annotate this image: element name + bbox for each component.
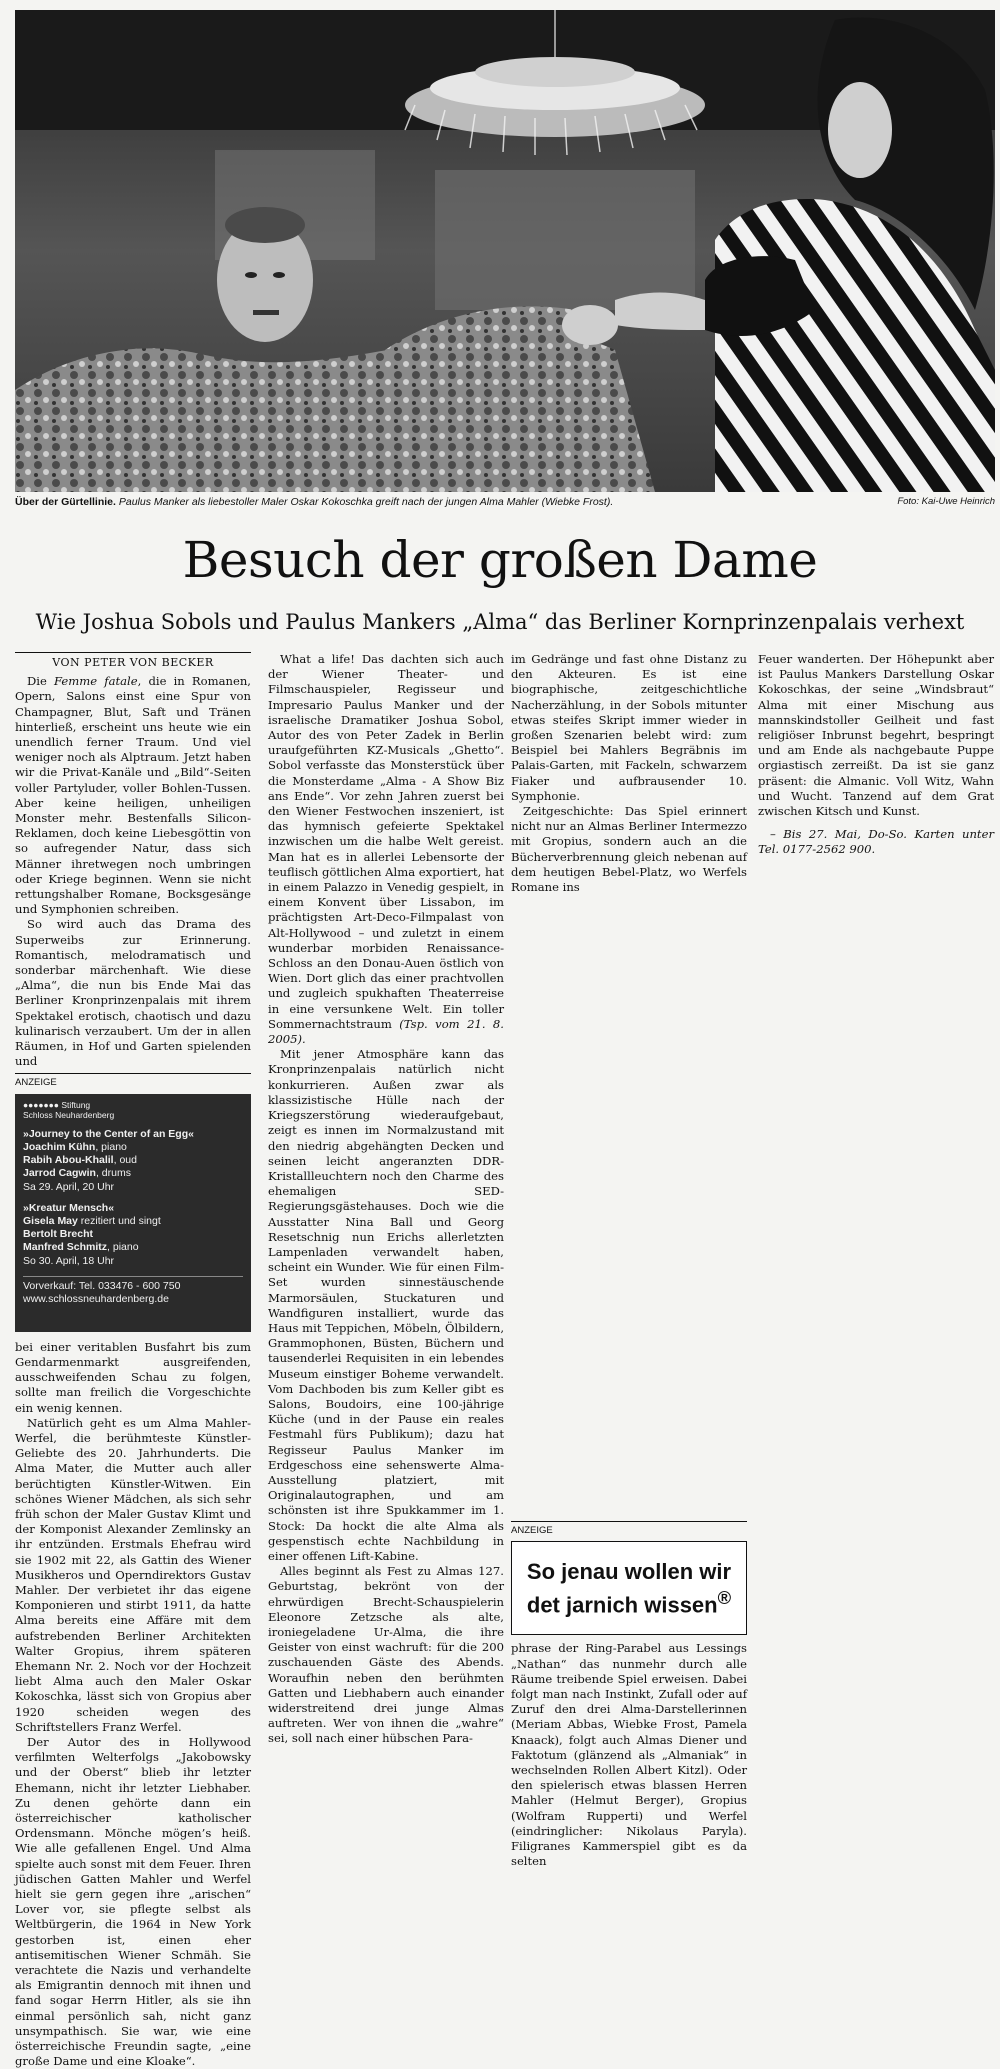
registered-mark-icon: ® bbox=[717, 1586, 732, 1608]
paragraph bbox=[15, 674, 251, 917]
text-run: Die bbox=[27, 674, 55, 689]
website-link[interactable]: www.schlossneuhardenberg.de bbox=[23, 1292, 169, 1305]
paragraph: Feuer wanderten. Der Höhepunkt aber ist Paulus Mankers Darstellung Oskar Kokoschkas, der seine „Windsbraut“ Alma mit einer Mischung aus mannskindstoller Geilheit und fast religiöser Inbrunst begehrt, bespringt und am Ende als nachgebaute Puppe orgiastisch zerreißt. Da ist sie ganz präsent: die Almanic. Voll Witz, Wahn und Wucht. Tanzend auf dem Grat zwischen Kitsch und Kunst. bbox=[758, 652, 994, 819]
text-run: , die in Romanen, Opern, Salons einst eine Spur von Champagner, Blut, Saft und Tränen hinterließ, erscheint uns heute wie ein unendlich ferner Traum. Und viel weniger noch als Alptraum. Jetzt haben wir die Privat-Kanäle und „Bild“-Seiten voller Partyluder, voller Bohlen-Tussen. Aber keine heiligen, unheiligen Monster mehr. Bestenfalls Silicon-Reklamen, doch keine Liebesgöttin von so aufregender Natur, dass sich Männer ihretwegen noch umbringen oder Kriege beginnen. Wenn sie nicht rettungshalber Romane, Bocksgesänge und Symphonien schreiben. bbox=[15, 674, 251, 917]
event-title: »Kreatur Mensch« bbox=[23, 1201, 115, 1214]
article-headline: Besuch der großen Dame bbox=[182, 531, 818, 589]
performer bbox=[23, 1215, 243, 1228]
advertisement-neuhardenberg[interactable] bbox=[15, 1094, 251, 1332]
performer bbox=[23, 1141, 243, 1154]
performer-role: , piano bbox=[95, 1140, 127, 1153]
caption-text: Paulus Manker als liebestoller Maler Oskar Kokoschka greift nach der jungen Alma Mahler (Wiebke Frost). bbox=[118, 496, 614, 508]
paragraph: phrase der Ring-Parabel aus Lessings „Nathan“ das nunmehr durch alle Räume treibende Spiel erweisen. Dabei folgt man nach Instinkt, Zufall oder auf Zuruf den drei Alma-Darstellerinnen (Meriam Abbas, Wiebke Frost, Pamela Knaack), folgt auch Almas Diener und Faktotum (glänzend als „Almaniak“ in wechselnden Rollen Albert Kitzl). Oder den spielerisch etwas blassen Herren Mahler (Helmut Berger), Gropius (Wolfram Rupperti) und Werfel (eindringlicher: Nikolaus Paryla). Filigranes Kammerspiel gibt es da selten bbox=[511, 1641, 747, 1869]
performer-name: Jarrod Cagwin bbox=[23, 1167, 96, 1180]
event-date: So 30. April, 18 Uhr bbox=[23, 1254, 115, 1267]
text-run: What a life! Das dachten sich auch der Wiener Theater- und Filmschauspieler, Regisseur und Impresario Paulus Manker und der israelische Dramatiker Joshua Sobol, Autor des von Peter Zadek in Berlin uraufgeführten KZ-Musicals „Ghetto“. Sobol verfasste das Monsterstück über die Monsterdame „Alma - A Show Biz ans Ende“. Vor zehn Jahren zuerst bei den Wiener Festwochen inszeniert, ist das hymnisch gefeierte Spektakel inzwischen um die halbe Welt gereist. Man hat es in allerlei Lebensorte der teuflisch göttlichen Alma exportiert, hat in einem Palazzo in Venedig gespielt, in einem Konvent über Lissabon, im prächtigsten Art-Deco-Filmpalast von Alt-Hollywood – und zuletzt in einem wunderbar morbiden Renaissance-Schloss an den Donau-Auen östlich von Wien. Dort glich das einer prachtvollen und zugleich spukhaften Theaterreise in eine versunkene Welt. Ein toller Sommernachtstraum bbox=[268, 652, 504, 1031]
performer-role: , piano bbox=[107, 1241, 139, 1254]
column-2 bbox=[268, 652, 504, 1747]
slogan-line: det jarnich wissen bbox=[526, 1592, 718, 1618]
ad-contact bbox=[23, 1276, 243, 1306]
performer bbox=[23, 1241, 243, 1254]
paragraph: im Gedränge und fast ohne Distanz zu den Akteuren. Es ist eine biographische, zeitgeschichtliche Nacherzählung, in der Sobols mitunter etwas steifes Skript immer wieder in großen Szenarien belebt wird: zum Beispiel bei Mahlers Begräbnis im Palais-Garten, mit Fackeln, schwarzem Fiaker und aufbrausender 10. Symphonie. bbox=[511, 652, 747, 803]
paragraph: Mit jener Atmosphäre kann das Kronprinzenpalais natürlich nicht konkurrieren. Außen zwar als klassizistische Hülle nach der Kriegszerstörung wiederaufgebaut, zeigt es innen im Normalzustand mit den niedrig abgehängten Decken und seinen leicht angeranzten DDR-Kristallleuchtern noch den Charme des ehemaligen SED-Regierungsgästehauses. Doch wie die Ausstatter Nina Ball und Georg Resetschnig nun Erichs allerletzten Lampenladen verwandelt haben, scheint ein Wunder. Wie für einen Film-Set wurden sinnestäuschende Marmorsäulen, Stuckaturen und Wandfiguren installiert, wurde das Haus mit Teppichen, Möbeln, Ölbildern, Grammophonen, Büsten, Büchern und tausenderlei Requisiten in ein lebendes Museum einstiger Boheme verwandelt. Vom Dachboden bis zum Keller gibt es Salons, Boudoirs, eine 100-jährige Küche (und in der Pause ein reales Festmahl fürs Publikum); dazu hat Regisseur Paulus Manker im Erdgeschoss eine sehenswerte Alma-Ausstellung platziert, mit Originalautographen, und am schönsten ist ihre Spukkammer im 1. Stock: Da hockt die alte Alma als gespenstisch echte Nachbildung in einer offenen Lift-Kabine. bbox=[268, 1047, 504, 1563]
performer-role: rezitiert und singt bbox=[77, 1214, 161, 1227]
ad-organisation bbox=[23, 1100, 243, 1120]
event-title: »Journey to the Center of an Egg« bbox=[23, 1127, 194, 1140]
article-subhead: Wie Joshua Sobols und Paulus Mankers „Alma“ das Berliner Kornprinzenpalais verhext bbox=[35, 610, 965, 634]
performer-role: , oud bbox=[113, 1154, 137, 1167]
article-photo bbox=[15, 10, 995, 492]
org-line: Stiftung bbox=[61, 1099, 91, 1110]
performer-name: Joachim Kühn bbox=[23, 1140, 96, 1153]
phone: Vorverkauf: Tel. 033476 - 600 750 bbox=[23, 1279, 181, 1292]
event-date: Sa 29. April, 20 Uhr bbox=[23, 1180, 115, 1193]
column-1 bbox=[15, 652, 251, 2069]
text-run: (Tsp. vom 21. 8. 2005). bbox=[268, 1016, 504, 1047]
paragraph: So wird auch das Drama des Superweibs zur Erinnerung. Romantisch, melodramatisch und sonderbar märchenhaft. Wie diese „Alma“, die nun bis Ende Mai das Berliner Kronprinzenpalais mit ihrem Spektakel erotisch, chaotisch und dazu kulinarisch verzaubert. Um der in allen Räumen, in Hof und Garten spielenden und bbox=[15, 917, 251, 1069]
paragraph: Alles beginnt als Fest zu Almas 127. Geburtstag, bekrönt von der ehrwürdigen Brecht-Schauspielerin Eleonore Zetzsche als alte, ironiegeladene Ur-Alma, die ihre Geister von einst wachruft: für die 200 zuschauenden Gäste des Abends. Woraufhin neben den berühmten Gatten und Liebhabern auch einander widerstreitend drei junge Almas auftreten. Wer von ihnen die „wahre“ sei, soll nach einer hübschen Para- bbox=[268, 1564, 504, 1746]
paragraph: Der Autor des in Hollywood verfilmten Welterfolgs „Jakobowsky und der Oberst“ blieb ihr letzter Ehemann, nicht ihr letzter Liebhaber. Zu denen gehörte dann ein österreichischer katholischer Ordensmann. Mönche mögen’s heiß. Wie alle gefallenen Engel. Und Alma spielte auch sonst mit dem Feuer. Ihren jüdischen Gatten Mahler und Werfel hielt sie gern gegen ihre „arischen“ Lover vor, sie pflegte selbst als Weltbürgerin, die 1964 in New York gestorben ist, einen eher antisemitischen Wiener Schmäh. Sie verachtete die Nazis und verhandelte als Emigrantin dennoch mit ihnen und fand sogar Herrn Hitler, als sie ihn einmal persönlich sah, nicht ganz unsympathisch. Sie war, wie eine österreichische Freundin sagte, „eine große Dame und eine Kloake“. bbox=[15, 1734, 251, 2069]
photo-caption bbox=[15, 496, 995, 512]
paragraph bbox=[268, 652, 504, 1047]
slogan-line: So jenau wollen wir bbox=[526, 1558, 732, 1584]
ad-label: ANZEIGE bbox=[15, 1073, 251, 1090]
paragraph: bei einer veritablen Busfahrt bis zum Gendarmenmarkt ausgreifenden, ausschweifenden Schau zu folgen, sollte man freilich die Vorgeschichte ein wenig kennen. bbox=[15, 1339, 251, 1415]
advertisement-slogan[interactable] bbox=[511, 1541, 747, 1635]
dots-logo-icon: ●●●●●●● bbox=[23, 1099, 59, 1110]
photo-illustration bbox=[15, 10, 995, 492]
caption-lead: Über der Gürtellinie. bbox=[15, 496, 116, 508]
org-line: Schloss Neuhardenberg bbox=[23, 1109, 115, 1120]
performer-name: Manfred Schmitz bbox=[23, 1241, 108, 1254]
byline: VON PETER VON BECKER bbox=[15, 652, 251, 670]
performer-name: Bertolt Brecht bbox=[23, 1228, 94, 1241]
performer-role: , drums bbox=[95, 1167, 131, 1180]
ad-label: ANZEIGE bbox=[511, 1521, 747, 1538]
performer-name: Gisela May bbox=[23, 1214, 78, 1227]
photo-credit: Foto: Kai-Uwe Heinrich bbox=[897, 496, 995, 507]
performer bbox=[23, 1167, 243, 1180]
column-4 bbox=[758, 652, 994, 858]
paragraph: Natürlich geht es um Alma Mahler-Werfel, die berühmteste Künstler-Geliebte des 20. Jahrhunderts. Die Alma Mater, die Mutter auch aller berüchtigten Künstler-Witwen. Ein schönes Wiener Mädchen, als sich sehr früh schon der Maler Gustav Klimt und der Komponist Alexander Zemlinsky an ihr entzünden. Erstmals Ehefrau wird sie 1902 mit 22, als Gattin des Wiener Musikheros und Operndirektors Gustav Mahler. Der verbietet ihr das eigene Komponieren und stirbt 1911, da hatte Alma bereits eine Affäre mit dem aufstrebenden Berliner Architekten Walter Gropius, ihrem späteren Ehemann Nr. 2. Noch vor der Hochzeit liebt Alma auch den Maler Oskar Kokoschka, lässt sich von Gropius aber 1920 scheiden wegen des Schriftstellers Franz Werfel. bbox=[15, 1415, 251, 1734]
performance-note: – Bis 27. Mai, Do-So. Karten unter Tel. 0177-2562 900. bbox=[758, 827, 994, 857]
performer-name: Rabih Abou-Khalil bbox=[23, 1154, 114, 1167]
text-run: Femme fatale bbox=[54, 674, 138, 689]
paragraph: Zeitgeschichte: Das Spiel erinnert nicht nur an Almas Berliner Intermezzo mit Gropius, sondern auch an die Bücherverbrennung gleich nebenan auf dem heutigen Bebel-Platz, wo Werfels Romane ins bbox=[511, 804, 747, 895]
column-3 bbox=[511, 652, 747, 1870]
performer bbox=[23, 1154, 243, 1167]
